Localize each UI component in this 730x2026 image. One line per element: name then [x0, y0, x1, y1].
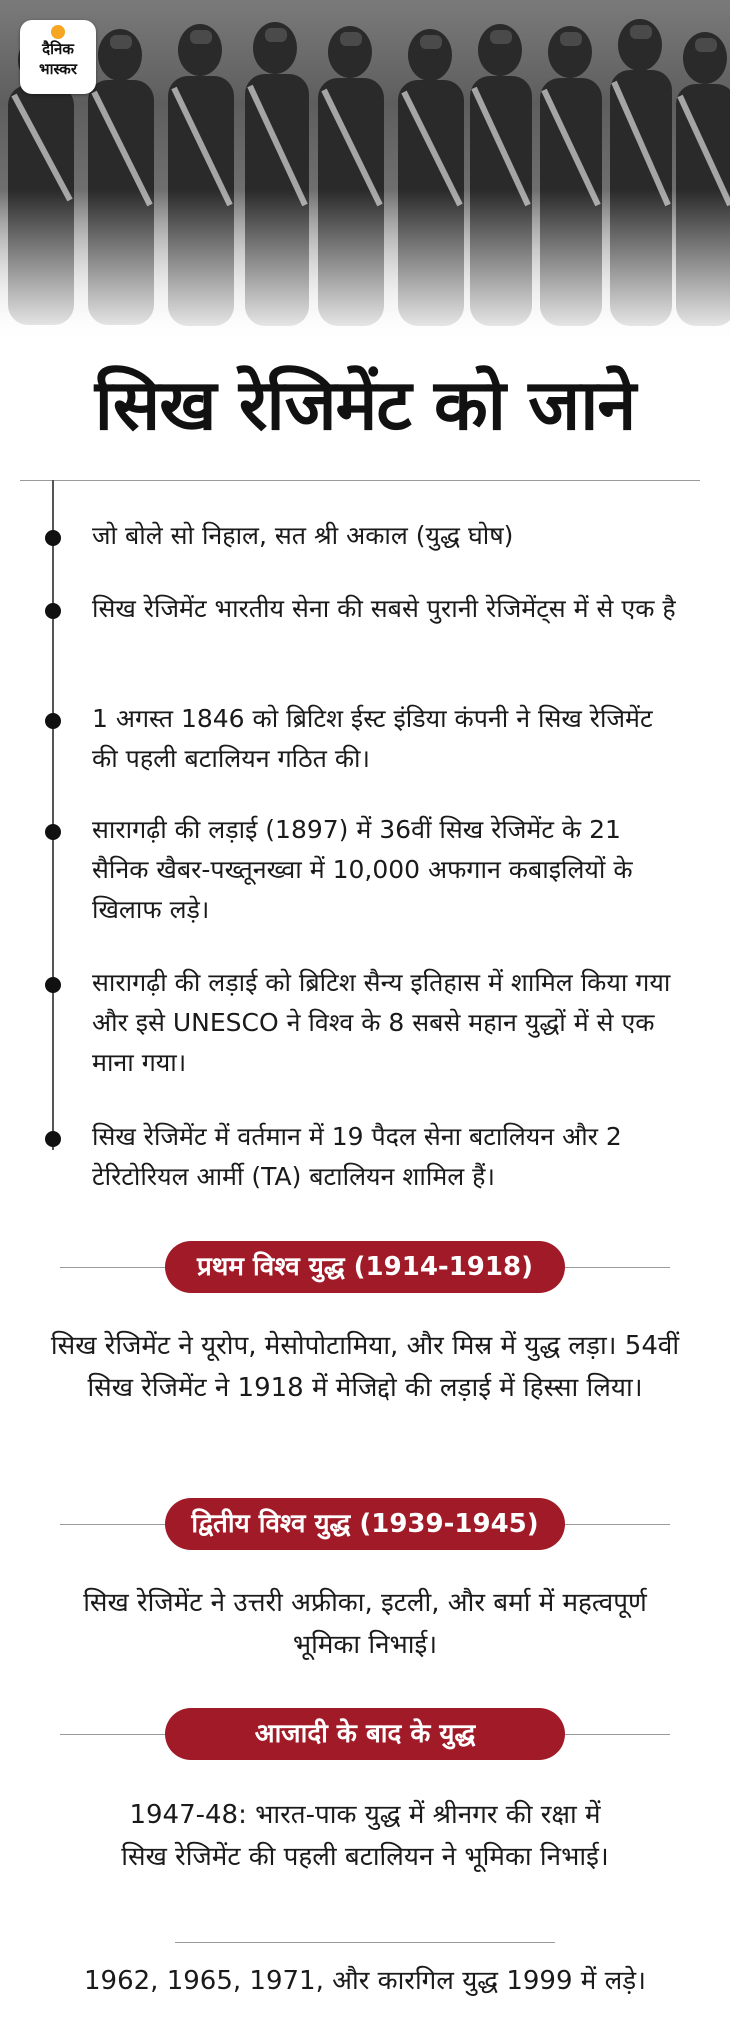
section-heading-ww2: द्वितीय विश्व युद्ध (1939-1945): [165, 1498, 565, 1550]
title-divider: [20, 480, 700, 481]
inner-divider: [175, 1942, 555, 1943]
section-text-ww2: सिख रेजिमेंट ने उत्तरी अफ्रीका, इटली, और बर्मा में महत्वपूर्ण भूमिका निभाई।: [83, 1588, 647, 1660]
section-text-ww1: सिख रेजिमेंट ने यूरोप, मेसोपोटामिया, और मिस्र में युद्ध लड़ा। 54वीं सिख रेजिमेंट ने 1918 में मेजिद्दो की लड़ाई में हिस्सा लिया।: [50, 1331, 680, 1403]
soldiers-illustration: [0, 0, 730, 345]
page-title: सिख रेजिमेंट को जाने: [94, 364, 636, 446]
section-text-post-independence-2: 1962, 1965, 1971, और कारगिल युद्ध 1999 में लड़े।: [84, 1966, 646, 1996]
fact-item: सिख रेजिमेंट भारतीय सेना की सबसे पुरानी रेजिमेंट्स में से एक है: [92, 594, 676, 623]
bullet-dot: [45, 1131, 61, 1147]
bullet-dot: [45, 824, 61, 840]
bullet-dot: [45, 977, 61, 993]
section-heading-post-independence: आजादी के बाद के युद्ध: [165, 1708, 565, 1760]
fact-item: सारागढ़ी की लड़ाई (1897) में 36वीं सिख रेजिमेंट के 21 सैनिक खैबर-पख्तूनख्वा में 10,000 अफगान कबाइलियों के खिलाफ लड़े।: [92, 815, 633, 924]
sun-icon: [51, 25, 65, 39]
section-heading-ww1: प्रथम विश्व युद्ध (1914-1918): [165, 1241, 565, 1293]
fact-item: जो बोले सो निहाल, सत श्री अकाल (युद्ध घोष): [92, 521, 514, 550]
section-text-post-independence: 1947-48: भारत-पाक युद्ध में श्रीनगर की रक्षा में सिख रेजिमेंट की पहली बटालियन ने भूमिका निभाई।: [121, 1800, 609, 1872]
dainik-bhaskar-logo: [20, 20, 96, 94]
hero-photo: [0, 0, 730, 345]
bullet-dot: [45, 603, 61, 619]
fact-item: सारागढ़ी की लड़ाई को ब्रिटिश सैन्य इतिहास में शामिल किया गया और इसे UNESCO ने विश्व के 8 सबसे महान युद्धों में से एक माना गया।: [92, 968, 671, 1077]
logo-text-line2: भास्कर: [39, 60, 77, 78]
timeline-line: [52, 480, 54, 1150]
bullet-dot: [45, 713, 61, 729]
logo-text-line1: दैनिक: [42, 40, 74, 58]
fact-item: 1 अगस्त 1846 को ब्रिटिश ईस्ट इंडिया कंपनी ने सिख रेजिमेंट की पहली बटालियन गठित की।: [92, 704, 653, 773]
bullet-dot: [45, 530, 61, 546]
fact-item: सिख रेजिमेंट में वर्तमान में 19 पैदल सेना बटालियन और 2 टेरिटोरियल आर्मी (TA) बटालियन शामिल हैं।: [92, 1122, 622, 1191]
